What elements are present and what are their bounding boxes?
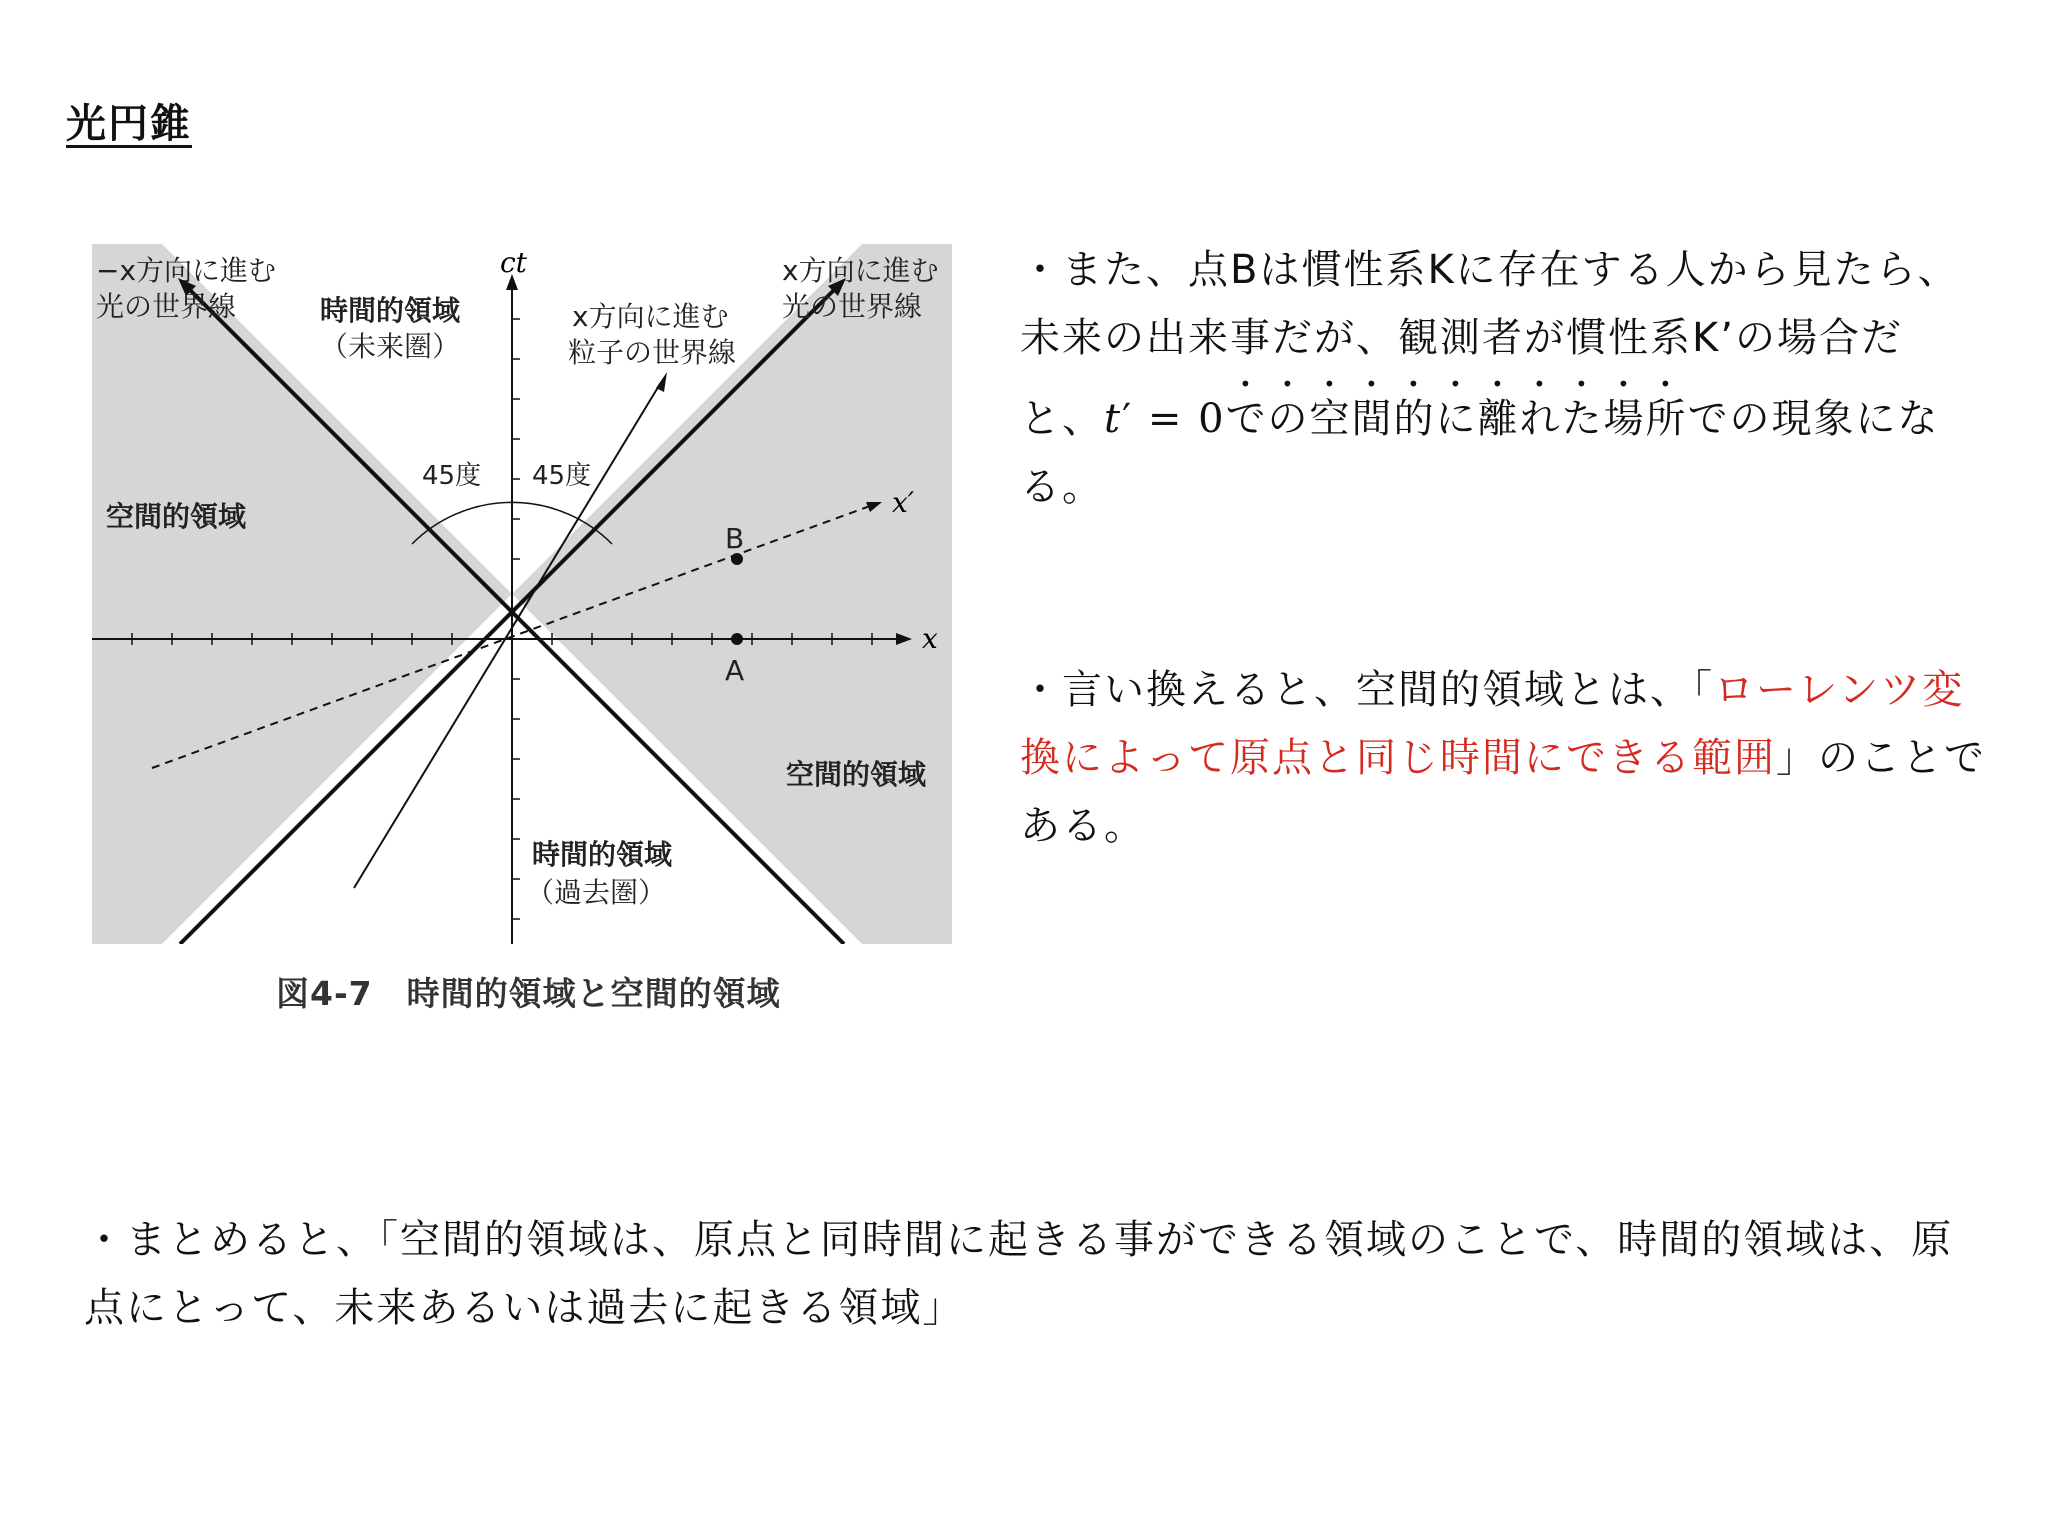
x-axis-label: x [922, 622, 938, 655]
light-cone-diagram [92, 244, 952, 944]
p1-end: での現象になる。 [1020, 396, 1940, 510]
p1-emphasis: での空間的に離れた場所 [1225, 396, 1688, 442]
p2-highlight: ローレンツ変換によって原点と同じ時間にできる範囲 [1020, 667, 1965, 781]
spacelike-right-label: 空間的領域 [786, 758, 927, 791]
ct-axis-label: ct [500, 246, 527, 279]
point-a-label: A [725, 654, 745, 687]
angle-left-label: 45度 [422, 461, 482, 491]
timelike-past-label: 時間的領域 [532, 838, 673, 871]
spacelike-left-label: 空間的領域 [106, 500, 247, 533]
particle-label-1: x方向に進む [572, 300, 729, 333]
future-cone-label: （未来圏） [320, 330, 461, 363]
paragraph-summary: ・まとめると、「空間的領域は、原点と同時間に起きる事ができる領域のことで、時間的領域は、原点にとって、未来あるいは過去に起きる領域」 [84, 1217, 1954, 1331]
p2-start: ・言い換えると、空間的領域とは、「 [1020, 667, 1714, 713]
page-title: 光円錐 [66, 101, 192, 147]
timelike-future-label: 時間的領域 [320, 294, 461, 327]
minus-x-light-label-2: 光の世界線 [96, 290, 237, 323]
x-prime-axis-label: x′ [892, 486, 915, 519]
past-cone-label: （過去圏） [526, 876, 667, 909]
p2-end: 」のことである。 [1020, 735, 1986, 849]
p1-math: t′ = 0 [1104, 396, 1226, 442]
minus-x-light-label-1: −x方向に進む [96, 254, 277, 287]
x-light-label-2: 光の世界線 [782, 290, 923, 323]
p1-text: ・また、点Bは慣性系Kに存在する人から見たら、未来の出来事だが、観測者が慣性系K’の場合だと、 [1020, 247, 1960, 442]
point-a [731, 633, 743, 645]
particle-label-2: 粒子の世界線 [568, 336, 737, 369]
paragraph-point-b [1020, 236, 1980, 521]
point-b-label: B [725, 522, 745, 555]
paragraph-rephrase [1020, 656, 1995, 860]
figure-caption: 図4-7 時間的領域と空間的領域 [276, 974, 781, 1013]
x-light-label-1: x方向に進む [782, 254, 939, 287]
angle-right-label: 45度 [532, 461, 592, 491]
